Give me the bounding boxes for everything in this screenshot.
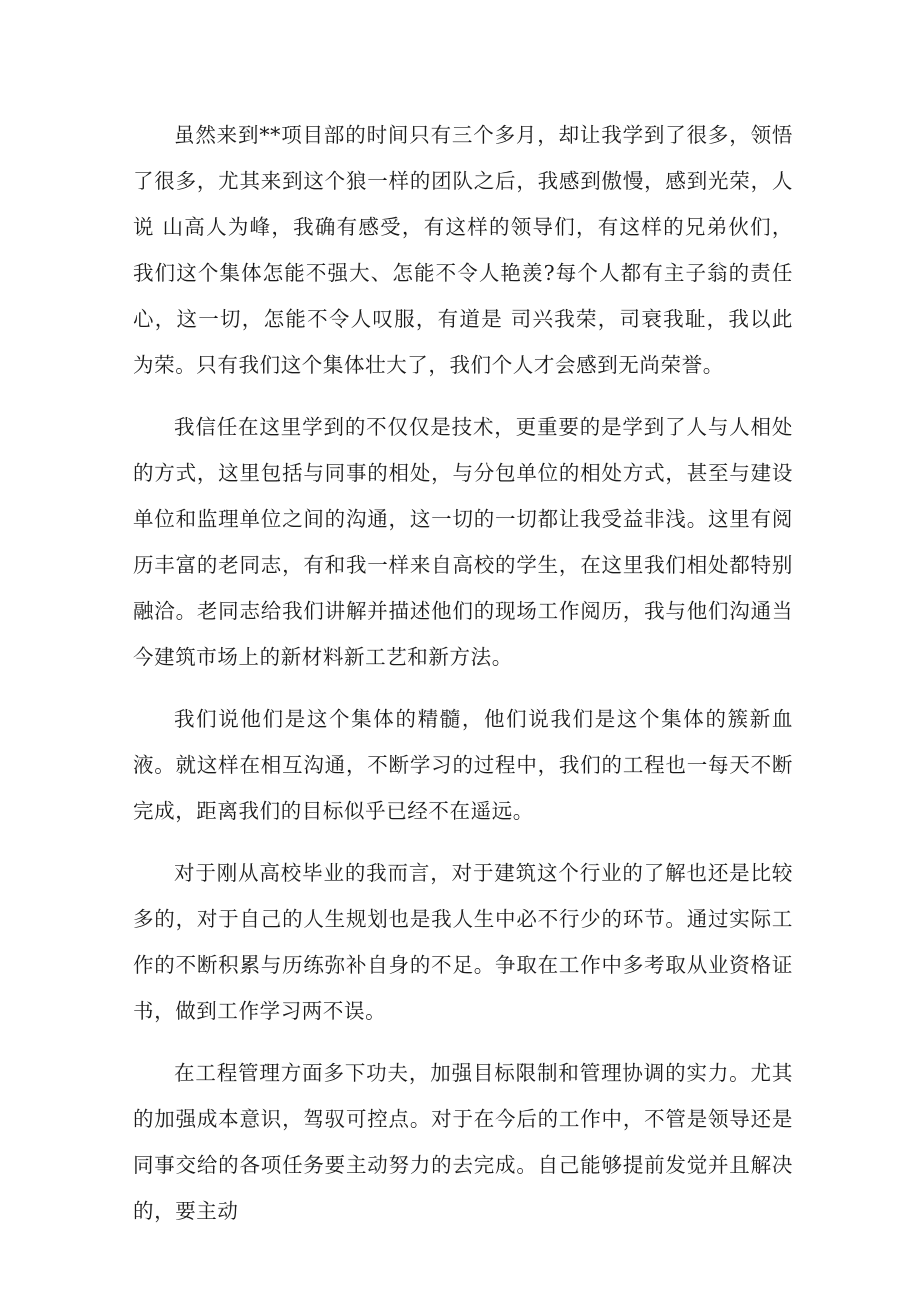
paragraph-5: 在工程管理方面多下功夫，加强目标限制和管理协调的实力。尤其的加强成本意识，驾驭可控点。对于在今后的工作中，不管是领导还是同事交给的各项任务要主动努力的去完成。自己能够提前发觉并且解决的，要主动 [133, 1061, 793, 1223]
paragraph-2: 我信任在这里学到的不仅仅是技术，更重要的是学到了人与人相处的方式，这里包括与同事的相处，与分包单位的相处方式，甚至与建设单位和监理单位之间的沟通，这一切的一切都让我受益非浅。这里有阅历丰富的老同志，有和我一样来自高校的学生，在这里我们相处都特别融洽。老同志给我们讲解并描述他们的现场工作阅历，我与他们沟通当今建筑市场上的新材料新工艺和新方法。 [133, 415, 793, 669]
paragraph-3: 我们说他们是这个集体的精髓，他们说我们是这个集体的簇新血液。就这样在相互沟通，不断学习的过程中，我们的工程也一每天不断完成，距离我们的目标似乎已经不在遥远。 [133, 707, 793, 823]
paragraph-4: 对于刚从高校毕业的我而言，对于建筑这个行业的了解也还是比较多的，对于自己的人生规划也是我人生中必不行少的环节。通过实际工作的不断积累与历练弥补自身的不足。争取在工作中多考取从业资格证书，做到工作学习两不误。 [133, 861, 793, 1023]
paragraph-1: 虽然来到**项目部的时间只有三个多月，却让我学到了很多，领悟了很多，尤其来到这个狼一样的团队之后，我感到傲慢，感到光荣，人说 山高人为峰，我确有感受，有这样的领导们，有这样的兄弟伙们，我们这个集体怎能不强大、怎能不令人艳羡?每个人都有主子翁的责任心，这一切，怎能不令人叹服，有道是 司兴我荣，司衰我耻，我以此为荣。只有我们这个集体壮大了，我们个人才会感到无尚荣誉。 [133, 123, 793, 377]
document-body [133, 112, 793, 1250]
